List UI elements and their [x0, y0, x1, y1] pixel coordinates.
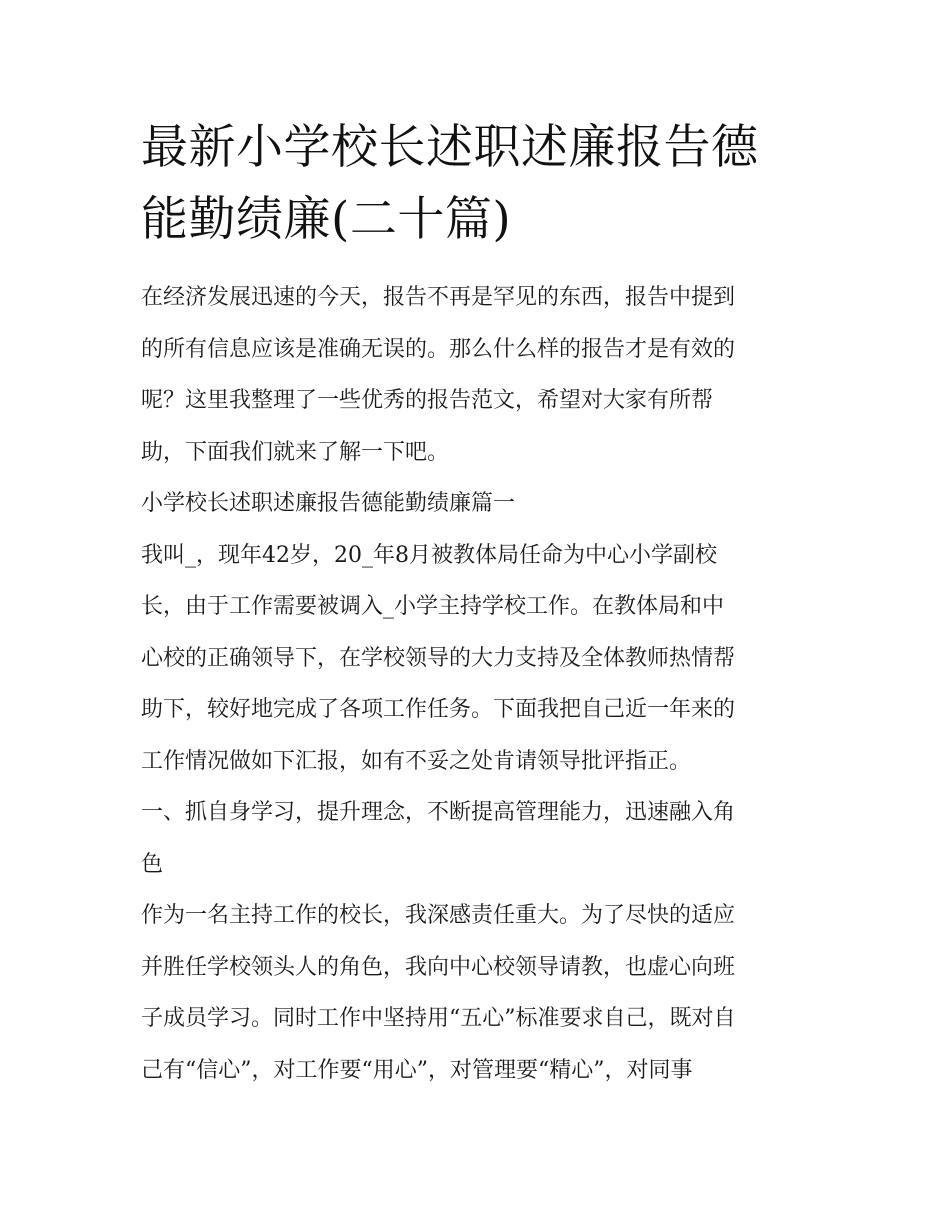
text-line: 助，下面我们就来了解一下吧。: [141, 439, 450, 465]
text-line: 心校的正确领导下，在学校领导的大力支持及全体教师热情帮: [141, 645, 736, 671]
body-paragraph: [141, 530, 813, 788]
text-line: 工作情况做如下汇报，如有不妥之处肯请领导批评指正。: [141, 748, 692, 774]
text-line: 长，由于工作需要被调入_小学主持学校工作。在教体局和中: [141, 594, 725, 619]
text-line: 呢？这里我整理了一些优秀的报告范文，希望对大家有所帮: [141, 388, 714, 413]
text-line: 我叫_，现年42岁，20_年8月被教体局任命为中心小学副校: [141, 542, 717, 568]
section-heading: [141, 478, 813, 530]
title-line: 最新小学校长述职述廉报告德: [141, 120, 759, 175]
subsection-heading: [141, 787, 813, 890]
text-line: 并胜任学校领头人的角色，我向中心校领导请教，也虚心向班: [141, 954, 736, 980]
title-line: 能勤绩廉(二十篇): [141, 192, 512, 247]
body-paragraph: [141, 890, 813, 1096]
text-line: 在经济发展迅速的今天，报告不再是罕见的东西，报告中提到: [141, 285, 736, 310]
text-line: 助下，较好地完成了各项工作任务。下面我把自己近一年来的: [141, 697, 736, 722]
text-line: 子成员学习。同时工作中坚持用“五心”标准要求自己，既对自: [141, 1006, 736, 1031]
text-line: 己有“信心”，对工作要“用心”，对管理要“精心”，对同事: [141, 1057, 693, 1083]
text-line: 色: [141, 851, 164, 877]
text-line: 作为一名主持工作的校长，我深感责任重大。为了尽快的适应: [141, 903, 736, 928]
text-line: 一、抓自身学习，提升理念，不断提高管理能力，迅速融入角: [141, 800, 736, 825]
intro-paragraph: [141, 272, 813, 478]
document-body: [141, 112, 813, 1096]
text-line: 小学校长述职述廉报告德能勤绩廉篇一: [141, 491, 516, 516]
document-title: [141, 112, 813, 256]
text-line: 的所有信息应该是准确无误的。那么什么样的报告才是有效的: [141, 336, 736, 362]
